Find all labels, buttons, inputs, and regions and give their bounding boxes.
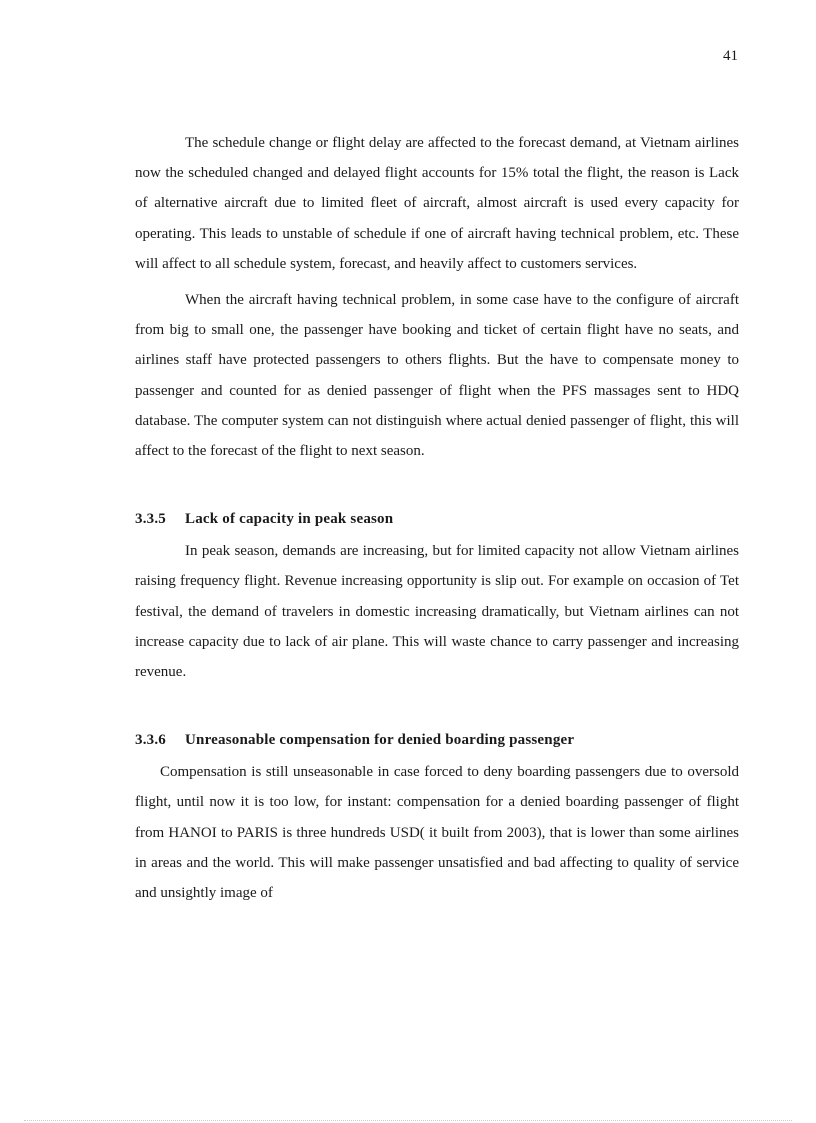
section-heading-3-3-5 <box>135 504 739 534</box>
section-number: 3.3.5 <box>135 511 166 528</box>
page-body <box>135 128 739 914</box>
section-title: Unreasonable compensation for denied boarding passenger <box>185 732 575 749</box>
page-bottom-rule <box>24 1120 792 1121</box>
spacer <box>135 693 739 725</box>
spacer <box>135 472 739 504</box>
page-number: 41 <box>723 48 738 64</box>
paragraph-peak-season: In peak season, demands are increasing, but for limited capacity not allow Vietnam airlines raising frequency flight. Revenue increasing opportunity is slip out. For example on occasion of Tet festival, the demand of travelers in domestic increasing dramatically, but Vietnam airlines can not increase capacity due to lack of air plane. This will waste chance to carry passenger and increasing revenue. <box>135 543 739 681</box>
section-title: Lack of capacity in peak season <box>185 511 394 528</box>
paragraph-technical-problem: When the aircraft having technical problem, in some case have to the configure of aircraft from big to small one, the passenger have booking and ticket of certain flight have no seats, and airlines staff have protected passengers to others flights. But the have to compensate money to passenger and counted for as denied passenger of flight when the PFS massages sent to HDQ database. The computer system can not distinguish where actual denied passenger of flight, this will affect to the forecast of the flight to next season. <box>135 292 739 460</box>
paragraph-compensation: Compensation is still unseasonable in case forced to deny boarding passengers due to oversold flight, until now it is too low, for instant: compensation for a denied boarding passenger of flight from HANOI to PARIS is three hundreds USD( it built from 2003), that is lower than some airlines in areas and the world. This will make passenger unsatisfied and bad affecting to quality of service and unsightly image of <box>135 764 739 902</box>
section-heading-3-3-6 <box>135 725 739 755</box>
section-number: 3.3.6 <box>135 732 166 749</box>
paragraph-schedule-change: The schedule change or flight delay are affected to the forecast demand, at Vietnam airlines now the scheduled changed and delayed flight accounts for 15% total the flight, the reason is Lack of alternative aircraft due to limited fleet of aircraft, almost aircraft is used every capacity for operating. This leads to unstable of schedule if one of aircraft having technical problem, etc. These will affect to all schedule system, forecast, and heavily affect to customers services. <box>135 135 739 272</box>
